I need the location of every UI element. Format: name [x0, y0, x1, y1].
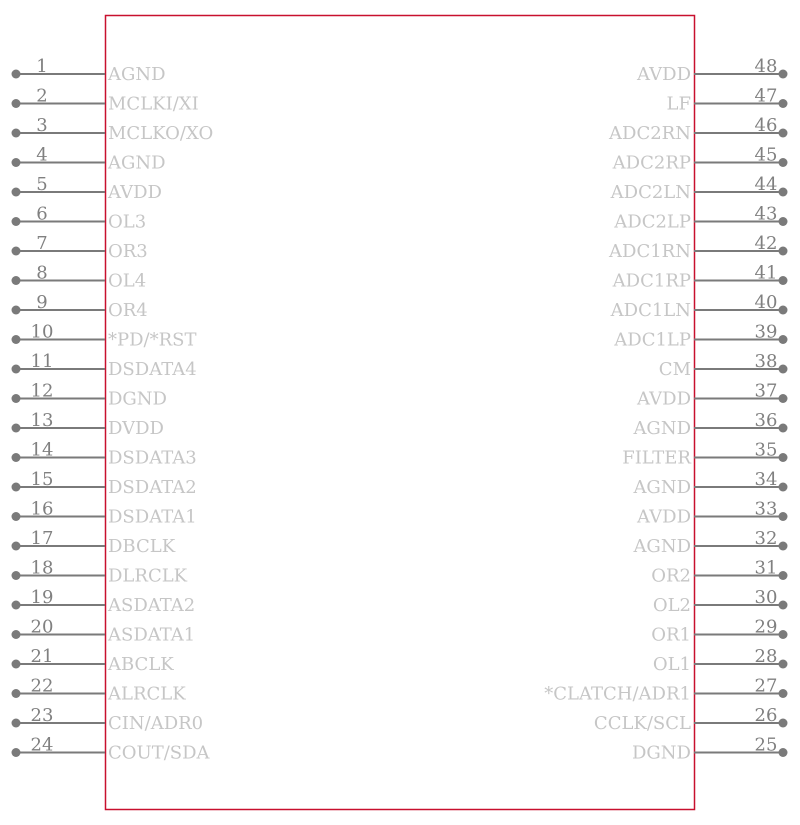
pin-name: DSDATA4: [108, 359, 197, 380]
pin-41: [612, 263, 788, 292]
pin-31: [651, 558, 787, 587]
pin-terminal: [779, 689, 788, 698]
pin-terminal: [12, 129, 21, 138]
pin-name: FILTER: [622, 447, 691, 469]
pin-terminal: [12, 394, 21, 403]
pin-15: [12, 469, 197, 498]
pin-terminal: [12, 188, 21, 197]
pin-name: ABCLK: [108, 654, 174, 675]
pin-number: 41: [754, 262, 778, 284]
pin-26: [594, 705, 788, 734]
pin-number: 46: [754, 115, 778, 136]
pin-number: 4: [36, 144, 48, 166]
pin-name: AGND: [108, 152, 166, 174]
pin-name: AGND: [633, 418, 691, 439]
pin-name: DGND: [108, 388, 167, 410]
pin-number: 1: [36, 56, 48, 77]
pin-number: 36: [754, 410, 778, 431]
pin-terminal: [12, 424, 21, 433]
left-pin-column: [12, 56, 214, 764]
pin-terminal: [779, 276, 788, 285]
pin-29: [651, 617, 787, 646]
pin-47: [667, 86, 788, 115]
pin-terminal: [779, 188, 788, 197]
pin-25: [632, 735, 788, 764]
pin-24: [12, 735, 211, 764]
pin-35: [622, 440, 787, 469]
pin-32: [632, 528, 787, 557]
pin-number: 24: [30, 734, 54, 756]
pin-terminal: [779, 453, 788, 462]
pin-name: CM: [658, 359, 691, 380]
pin-number: 3: [36, 115, 48, 136]
pin-number: 34: [754, 469, 778, 490]
pin-terminal: [779, 748, 788, 757]
pin-name: AGND: [108, 64, 166, 85]
pin-number: 40: [754, 292, 778, 313]
pin-10: [12, 322, 197, 351]
pin-name: MCLKO/XO: [108, 123, 214, 144]
pin-number: 18: [30, 557, 54, 579]
pin-terminal: [779, 542, 788, 551]
pin-terminal: [12, 483, 21, 492]
pin-terminal: [12, 99, 21, 108]
pin-terminal: [779, 512, 788, 521]
pin-name: ADC2LN: [610, 182, 691, 203]
pin-8: [12, 263, 147, 292]
pin-4: [12, 145, 166, 174]
pin-name: DVDD: [108, 418, 164, 439]
pin-17: [12, 528, 176, 557]
pin-43: [613, 204, 787, 233]
pin-number: 22: [30, 675, 54, 697]
pin-44: [610, 174, 788, 203]
pin-terminal: [12, 276, 21, 285]
pin-21: [12, 646, 175, 675]
pin-number: 28: [754, 646, 778, 667]
pin-name: ALRCLK: [108, 683, 186, 705]
pin-terminal: [12, 335, 21, 344]
pin-number: 15: [30, 469, 54, 490]
pin-name: ADC1RN: [609, 241, 691, 262]
pin-12: [12, 381, 168, 410]
pin-name: OR2: [651, 565, 691, 587]
pin-number: 42: [754, 233, 778, 254]
pin-number: 16: [30, 498, 54, 520]
pin-terminal: [779, 719, 788, 728]
pin-14: [12, 440, 197, 469]
pin-number: 5: [36, 174, 48, 195]
pin-number: 11: [30, 351, 54, 372]
pin-number: 44: [754, 174, 778, 195]
pin-name: *PD/*RST: [108, 329, 197, 351]
pin-number: 12: [30, 380, 54, 402]
pin-name: COUT/SDA: [108, 742, 210, 764]
pin-5: [12, 174, 162, 203]
pin-name: AGND: [633, 536, 691, 557]
pin-38: [659, 351, 788, 380]
pin-terminal: [12, 571, 21, 580]
pin-terminal: [779, 630, 788, 639]
pin-terminal: [779, 660, 788, 669]
pin-number: 30: [754, 587, 778, 608]
pin-19: [12, 587, 196, 616]
pin-name: *CLATCH/ADR1: [544, 683, 691, 705]
pin-number: 8: [36, 262, 48, 284]
pin-name: CCLK/SCL: [593, 713, 691, 734]
pin-number: 25: [754, 734, 778, 756]
pin-number: 26: [754, 705, 778, 726]
pin-terminal: [12, 542, 21, 551]
pin-9: [12, 292, 148, 321]
pin-name: DLRCLK: [108, 565, 188, 587]
pin-1: [12, 56, 166, 85]
pin-terminal: [779, 335, 788, 344]
pin-11: [12, 351, 197, 380]
pin-name: AVDD: [637, 64, 691, 85]
pin-number: 19: [30, 587, 54, 608]
pin-terminal: [779, 70, 788, 79]
pin-terminal: [779, 217, 788, 226]
pin-6: [12, 204, 147, 233]
pin-name: LF: [666, 93, 691, 115]
pin-33: [636, 499, 787, 528]
pin-terminal: [12, 630, 21, 639]
pin-22: [12, 676, 187, 705]
pin-terminal: [12, 719, 21, 728]
pin-terminal: [12, 660, 21, 669]
pin-name: ADC1LP: [614, 329, 691, 351]
pin-terminal: [12, 748, 21, 757]
pin-number: 45: [754, 144, 778, 166]
pin-name: DGND: [632, 742, 691, 764]
pin-terminal: [12, 247, 21, 256]
pin-27: [544, 676, 787, 705]
pin-number: 14: [30, 439, 54, 461]
pin-name: AGND: [633, 477, 691, 498]
right-pin-column: [544, 56, 787, 764]
pin-terminal: [779, 247, 788, 256]
pin-48: [636, 56, 787, 85]
pin-name: ADC2RP: [612, 152, 691, 174]
pin-number: 31: [754, 557, 778, 579]
pin-name: OL4: [108, 270, 147, 292]
pin-name: OR3: [108, 241, 148, 262]
pin-40: [610, 292, 788, 321]
pin-terminal: [12, 365, 21, 374]
pin-name: AVDD: [637, 388, 691, 410]
pin-terminal: [12, 306, 21, 315]
pin-terminal: [12, 70, 21, 79]
pin-name: DSDATA3: [108, 447, 197, 469]
pin-name: DSDATA1: [108, 506, 197, 528]
pin-46: [608, 115, 787, 144]
pin-terminal: [779, 365, 788, 374]
pin-name: AVDD: [637, 506, 691, 528]
pin-number: 2: [36, 85, 48, 107]
pin-name: ADC1RP: [612, 270, 691, 292]
pin-number: 10: [30, 321, 54, 343]
pin-16: [12, 499, 197, 528]
pin-42: [608, 233, 787, 262]
pin-name: OR4: [108, 300, 148, 321]
pin-terminal: [779, 158, 788, 167]
pin-37: [636, 381, 787, 410]
pin-name: DSDATA2: [108, 477, 197, 498]
pin-terminal: [779, 571, 788, 580]
pin-39: [613, 322, 787, 351]
pin-name: AVDD: [108, 182, 162, 203]
pin-number: 35: [754, 439, 778, 461]
pin-terminal: [779, 483, 788, 492]
pin-terminal: [12, 158, 21, 167]
pin-name: ASDATA2: [108, 595, 196, 616]
pin-terminal: [12, 512, 21, 521]
pin-terminal: [779, 424, 788, 433]
pin-number: 47: [754, 85, 778, 107]
pin-23: [12, 705, 204, 734]
pin-number: 32: [754, 528, 778, 549]
pin-terminal: [779, 129, 788, 138]
pin-45: [612, 145, 788, 174]
pin-number: 38: [754, 351, 778, 372]
pin-36: [632, 410, 787, 439]
pin-13: [12, 410, 164, 439]
pin-name: ADC1LN: [610, 300, 691, 321]
pin-terminal: [12, 453, 21, 462]
pin-name: OR1: [651, 624, 691, 646]
pin-terminal: [12, 601, 21, 610]
pin-number: 23: [30, 705, 54, 726]
pin-30: [653, 587, 788, 616]
pin-number: 37: [754, 380, 778, 402]
pin-number: 17: [30, 528, 54, 549]
pin-20: [12, 617, 196, 646]
pin-name: OL3: [108, 211, 147, 233]
pin-number: 27: [754, 675, 778, 697]
pin-terminal: [779, 306, 788, 315]
pin-terminal: [12, 217, 21, 226]
pin-number: 39: [754, 321, 778, 343]
pin-28: [653, 646, 788, 675]
pin-number: 29: [754, 616, 778, 638]
pin-name: MCLKI/XI: [108, 93, 199, 115]
pin-terminal: [779, 394, 788, 403]
pin-number: 33: [754, 498, 778, 520]
pin-number: 21: [30, 646, 54, 667]
pin-number: 6: [36, 203, 48, 225]
pin-name: ASDATA1: [108, 624, 196, 646]
pin-34: [632, 469, 787, 498]
pin-number: 48: [754, 56, 778, 77]
pin-name: OL2: [652, 595, 691, 616]
pin-terminal: [779, 601, 788, 610]
pin-terminal: [12, 689, 21, 698]
pin-number: 7: [36, 233, 48, 254]
pin-number: 43: [754, 203, 778, 225]
pin-3: [12, 115, 214, 144]
pin-terminal: [779, 99, 788, 108]
pin-name: ADC2RN: [609, 123, 691, 144]
pin-number: 9: [36, 292, 48, 313]
pin-name: ADC2LP: [614, 211, 691, 233]
pin-name: OL1: [652, 654, 691, 675]
pin-number: 20: [30, 616, 54, 638]
pin-7: [12, 233, 148, 262]
pin-name: DBCLK: [108, 536, 176, 557]
pin-name: CIN/ADR0: [108, 713, 204, 734]
pin-number: 13: [30, 410, 54, 431]
pin-18: [12, 558, 188, 587]
